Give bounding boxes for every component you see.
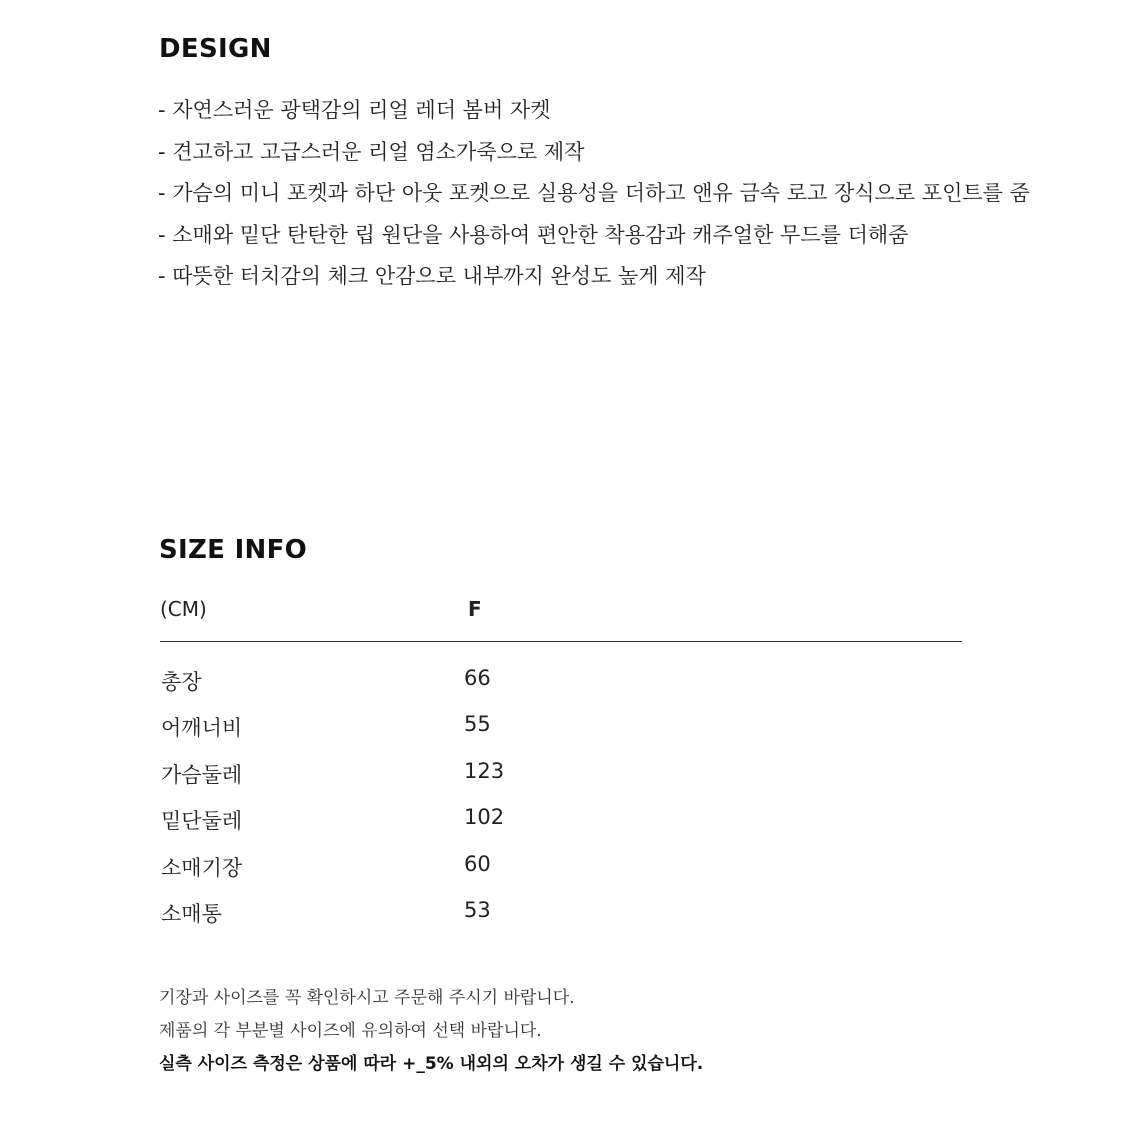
measure-value: 66 — [464, 666, 491, 690]
size-column-header: F — [468, 597, 482, 621]
design-list — [158, 92, 1030, 300]
design-item: - 소매와 밑단 탄탄한 립 원단을 사용하여 편안한 착용감과 캐주얼한 무드를 더해줌 — [158, 222, 909, 247]
note-line-emphasis: 실측 사이즈 측정은 상품에 따라 +_5% 내외의 오차가 생길 수 있습니다. — [159, 1054, 704, 1074]
measure-value: 123 — [464, 758, 505, 783]
unit-label: (CM) — [160, 597, 207, 621]
measure-value: 60 — [464, 851, 491, 876]
measure-name: 어깨너비 — [161, 716, 243, 741]
size-table — [160, 595, 962, 940]
table-row — [160, 894, 962, 940]
table-row — [160, 848, 962, 894]
design-item: - 견고하고 고급스러운 리얼 염소가죽으로 제작 — [158, 139, 585, 164]
note-line: 기장과 사이즈를 꼭 확인하시고 주문해 주시기 바랍니다. — [159, 988, 575, 1008]
table-row — [160, 662, 962, 708]
table-row — [160, 708, 962, 754]
design-item: - 자연스러운 광택감의 리얼 레더 봄버 자켓 — [158, 98, 551, 122]
measure-value: 102 — [464, 805, 505, 830]
size-table-header — [160, 595, 962, 642]
measure-name: 총장 — [161, 670, 202, 694]
design-item: - 따뜻한 터치감의 체크 안감으로 내부까지 완성도 높게 제작 — [158, 264, 706, 288]
measure-name: 밑단둘레 — [161, 809, 243, 834]
measure-name: 가슴둘레 — [161, 762, 243, 787]
measure-value: 55 — [464, 712, 491, 737]
note-line: 제품의 각 부분별 사이즈에 유의하여 선택 바랍니다. — [159, 1021, 542, 1041]
measure-value: 53 — [464, 897, 491, 922]
table-row — [160, 801, 962, 847]
measure-name: 소매통 — [161, 901, 222, 926]
design-title: DESIGN — [159, 34, 272, 64]
size-table-body — [160, 662, 962, 940]
measure-name: 소매기장 — [161, 855, 243, 880]
table-row — [160, 755, 962, 801]
size-info-title: SIZE INFO — [159, 535, 308, 565]
design-item: - 가슴의 미니 포켓과 하단 아웃 포켓으로 실용성을 더하고 앤유 금속 로고 장식으로 포인트를 줌 — [158, 181, 1030, 205]
size-notes — [159, 984, 1059, 1083]
